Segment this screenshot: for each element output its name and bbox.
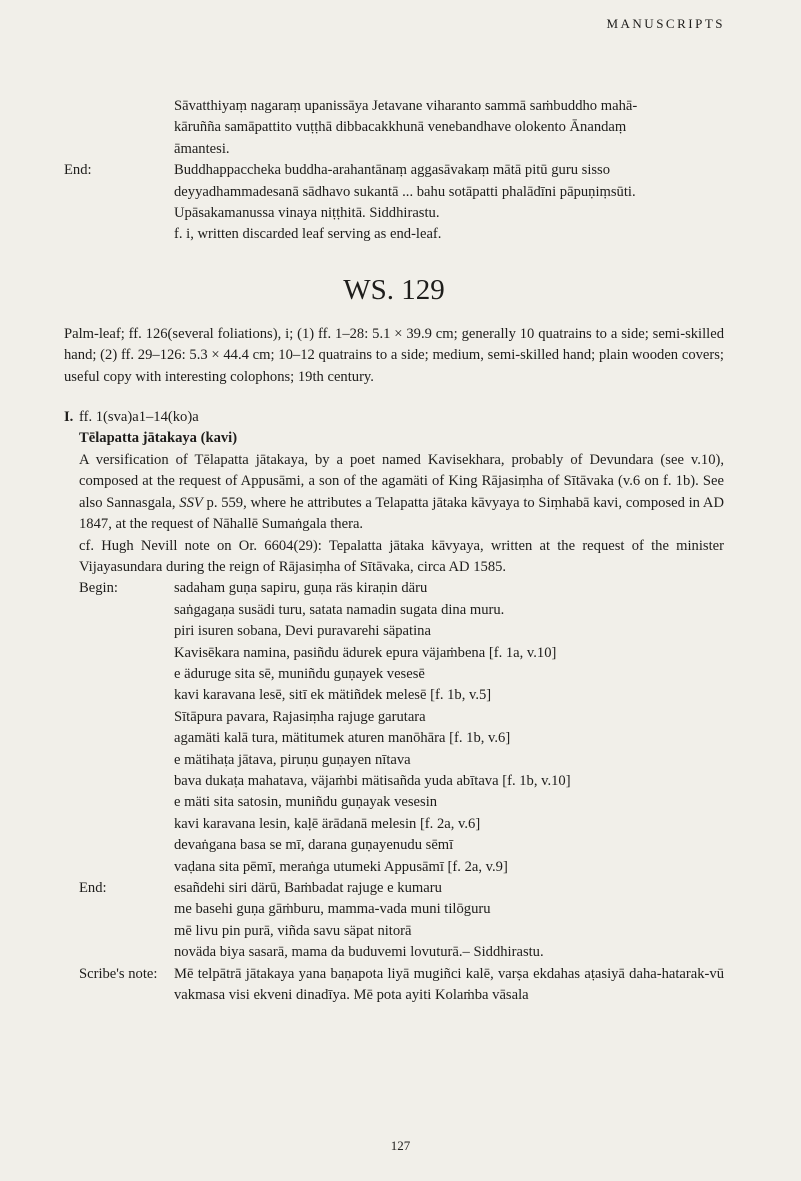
scribe-note-label: Scribe's note:	[79, 965, 158, 982]
verse-line: bava dukaṭa mahatava, väjaṁbi mätisañda yuda abītava [f. 1b, v.10]	[174, 772, 571, 789]
manuscript-description: Palm-leaf; ff. 126(several foliations), i; (1) ff. 1–28: 5.1 × 39.9 cm; generally 10 quatrains to a side; semi-skilled hand; (2) ff. 29–126: 5.3 × 44.4 cm; 10–12 quatrains to a side; medium, semi-skilled hand; plain wooden covers; useful copy with interesting colophons; 19th century.	[64, 325, 724, 385]
page-body	[64, 96, 724, 1006]
verse-line: piri isuren sobana, Devi puravarehi säpatina	[174, 623, 431, 640]
reference-abbrev: SSV	[179, 494, 203, 511]
verse-line: saṅgagaṇa susädi turu, satata namadin sugata dina muru.	[174, 601, 505, 618]
end-label: End:	[79, 880, 107, 896]
page-number: 127	[390, 1138, 411, 1153]
verse-line: me basehi guṇa gāṁburu, mamma-vada muni tilōguru	[174, 901, 491, 918]
verse-line: e äduruge sita sē, muniñdu guṇayek vesesē	[174, 665, 425, 682]
description-text: A versification of Tēlapatta jātakaya, by a poet named Kavisekhara, probably of Devundara (see v.10), composed at the request of Appusāmi, a son of the agamäti of King Rājasiṃha of Sītāvaka (v.6 on f. 1b). See also Sannasgala,	[79, 451, 724, 511]
verse-line: kavi karavana lesin, kaḷē ärādanā melesin [f. 2a, v.6]	[174, 815, 481, 832]
entry-number: I.	[64, 409, 74, 426]
verse-line: vaḍana sita pēmī, meraṅga utumeki Appusāmī [f. 2a, v.9]	[174, 858, 508, 875]
text-line: deyyadhammadesanā sādhavo sukantā ... bahu sotāpatti phalādīni pāpuṇiṃsūti.	[174, 183, 636, 200]
previous-entry-end	[64, 160, 724, 246]
text-line: f. i, written discarded leaf serving as end-leaf.	[174, 226, 442, 243]
running-header: MANUSCRIPTS	[606, 16, 725, 31]
entry	[64, 407, 724, 1006]
previous-entry-continuation	[174, 96, 724, 160]
verse-line: e mäti sita satosin, muniñdu guṇayak vesesin	[174, 794, 438, 811]
description-text: p. 559, where he attributes a Telapatta jātaka kāvyaya to Siṃhabā kavi, composed in AD 1847, at the request of Nāhallē Sumaṅgala thera.	[79, 494, 724, 533]
text-line: Buddhappaccheka buddha-arahantānaṃ aggasāvakaṃ mātā pitū guru sisso	[174, 162, 611, 179]
verse-line: kavi karavana lesē, sitī ek mätiñdek melesē [f. 1b, v.5]	[174, 687, 492, 704]
begin-section	[79, 578, 724, 878]
text-line: Upāsakamanussa vinaya niṭṭhitā. Siddhirastu.	[174, 205, 440, 222]
scribe-note-section	[79, 964, 724, 1007]
verse-line: noväda biya sasarā, mama da buduvemi lovuturā.– Siddhirastu.	[174, 944, 544, 961]
entry-cf-note: cf. Hugh Nevill note on Or. 6604(29): Tepalatta jātaka kāvyaya, written at the request of the minister Vijayasundara during the reign of Rājasiṃha of Sītāvaka, circa AD 1585.	[79, 537, 724, 575]
text-line: āmantesi.	[174, 140, 230, 157]
entry-title: Tēlapatta jātakaya (kavi)	[79, 430, 238, 447]
begin-label: Begin:	[79, 580, 118, 597]
end-label: End:	[64, 162, 92, 179]
entry-folios: ff. 1(sva)a1–14(ko)a	[79, 409, 199, 426]
verse-line: esañdehi siri därū, Baṁbadat rajuge e kumaru	[174, 880, 442, 896]
verse-line: devaṅgana basa se mī, darana guṇayenudu sēmī	[174, 837, 454, 854]
text-line: kāruñña samāpattito vuṭṭhā dibbacakkhunā venebandhave olokento Ānandaṃ	[174, 119, 627, 136]
verse-line: mē livu pin purā, viñda savu säpat nitorā	[174, 922, 412, 939]
verse-line: e mätihaṭa jātava, piruṇu guṇayen nītava	[174, 751, 411, 768]
entry-description	[79, 450, 724, 536]
end-section	[79, 878, 724, 964]
text-line: Sāvatthiyaṃ nagaraṃ upanissāya Jetavane viharanto sammā saṁbuddho mahā-	[174, 98, 638, 114]
verse-line: Sītāpura pavara, Rajasiṃha rajuge garutara	[174, 708, 426, 725]
manuscript-title: WS. 129	[343, 273, 445, 306]
verse-line: sadaham guṇa sapiru, guṇa räs kiraṇin däru	[174, 580, 428, 597]
verse-line: Kavisēkara namina, pasiñdu ädurek epura väjaṁbena [f. 1a, v.10]	[174, 644, 557, 661]
scribe-note-text: Mē telpātrā jātakaya yana baṇapota liyā mugiñci kalē, varṣa ekdahas aṭasiyā daha-hatarak-vū vakmasa visi ekveni dinadīya. Mē pota ayiti Kolaṁba vāsala	[174, 965, 724, 1004]
verse-line: agamäti kalā tura, mätitumek aturen manōhāra [f. 1b, v.6]	[174, 730, 511, 747]
